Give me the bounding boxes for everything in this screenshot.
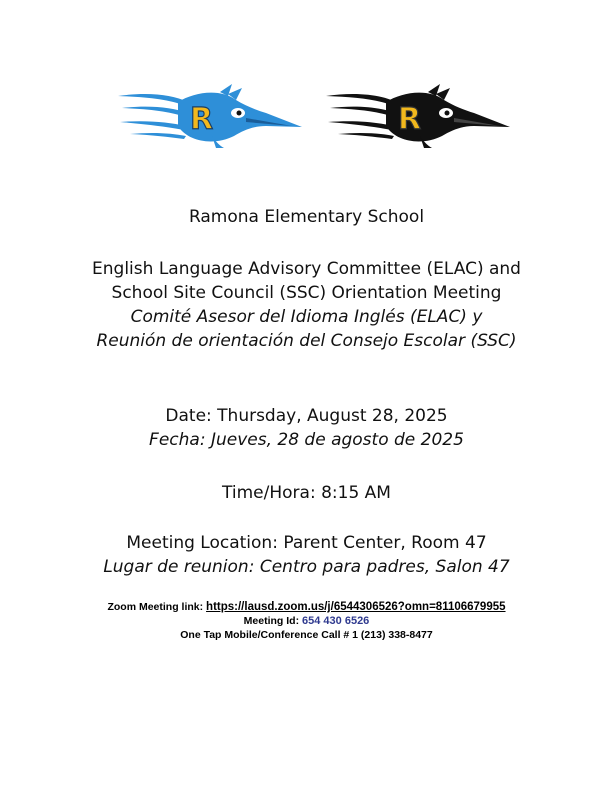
location-es: Lugar de reunion: Centro para padres, Salon 47 [103,557,510,577]
roadrunner-logo-blue [116,82,306,148]
meeting-id-label: Meeting Id: [243,615,300,627]
time-block [0,481,613,505]
svg-text:R: R [190,102,214,137]
date-en: Date: Thursday, August 28, 2025 [165,406,448,426]
location-en: Meeting Location: Parent Center, Room 47 [126,533,487,553]
svg-text:R: R [398,102,422,137]
meeting-title-es-line-1: Comité Asesor del Idioma Inglés (ELAC) y [130,307,483,327]
meeting-title-en-line-1: English Language Advisory Committee (ELAC) and [92,259,521,279]
date-es: Fecha: Jueves, 28 de agosto de 2025 [149,430,464,450]
zoom-link-row [0,600,613,614]
location-block [0,531,613,579]
conference-call-number: One Tap Mobile/Conference Call # 1 (213) 338-8477 [180,629,433,641]
school-name: Ramona Elementary School [188,207,425,227]
meeting-id-row [0,614,613,628]
meeting-title-en-line-2: School Site Council (SSC) Orientation Meeting [111,283,502,303]
logo-row [0,82,613,152]
meeting-id-value: 654 430 6526 [302,615,370,627]
date-block [0,404,613,452]
zoom-meeting-link[interactable]: https://lausd.zoom.us/j/6544306526?omn=81106679955 [206,601,506,613]
school-name-block [0,205,613,229]
meeting-title-block [0,257,613,353]
meeting-title-es-line-2: Reunión de orientación del Consejo Escolar (SSC) [96,331,517,351]
zoom-info-block [0,600,613,642]
zoom-link-label: Zoom Meeting link: [107,601,204,613]
meeting-time: Time/Hora: 8:15 AM [222,483,391,503]
roadrunner-logo-black [324,82,514,148]
